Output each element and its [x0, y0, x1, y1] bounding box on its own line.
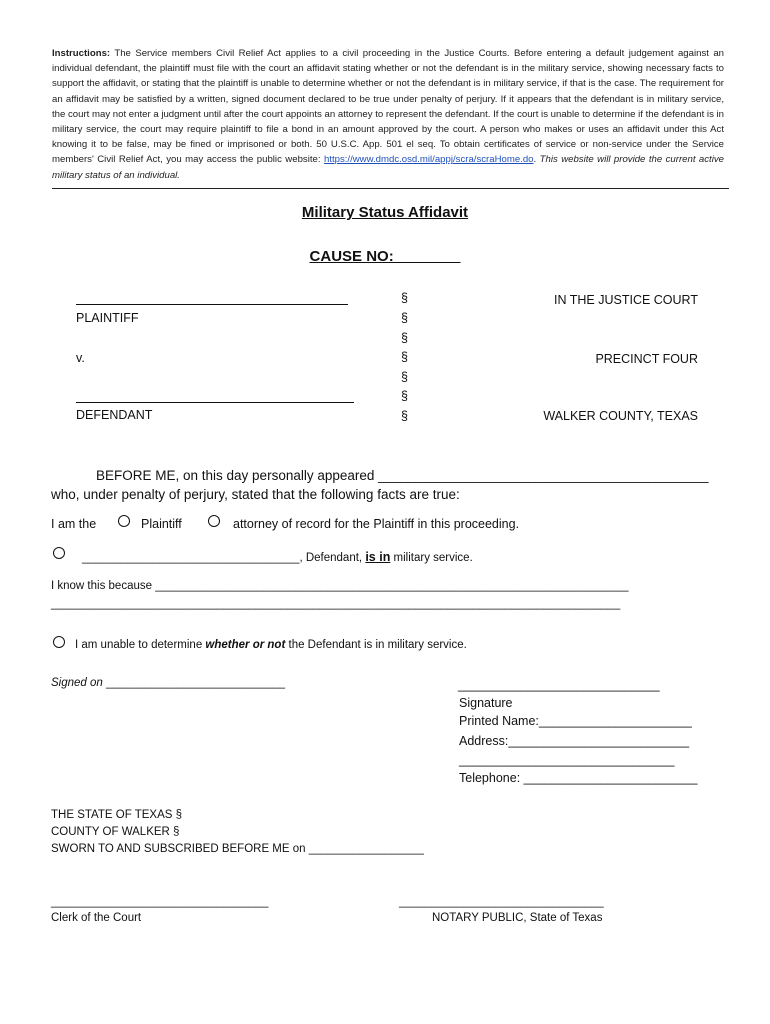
- attorney-option-label: attorney of record for the Plaintiff in this proceeding.: [233, 517, 520, 531]
- plaintiff-name-line[interactable]: [76, 304, 348, 305]
- plaintiff-radio[interactable]: [118, 515, 130, 527]
- notary-signature-line[interactable]: ________________________________: [399, 896, 604, 908]
- attorney-radio[interactable]: [208, 515, 220, 527]
- know-because-line-2[interactable]: _________________________________________________________________________________________: [51, 598, 621, 610]
- county-name: WALKER COUNTY, TEXAS: [543, 409, 698, 423]
- page-title: Military Status Affidavit: [301, 204, 469, 221]
- instructions-paragraph: Instructions: The Service members Civil Relief Act applies to a civil proceeding in the Justice Courts. Before entering a default judgement against an individual defendant, the plaintiff must file with the court an affidavit stating whether or not the defendant is in the military service, showing necessary facts to support the affidavit, or stating that the plaintiff is unable to determine whether or not the defendant is in military service, if that is the case. The requirement for an affidavit may be satisfied by a written, signed document declared to be true under penalty of perjury. If it appears that the defendant is in military service, the court may not enter a judgment until after the court appoints an attorney to represent the defendant. If the court is unable to determine if the defendant is in military service, the court may require plaintiff to file a bond in an amount approved by the court. A person who makes or uses an affidavit under this Act knowing it to be false, may be fined or imprisoned or both. 50 U.S.C. App. 501 el seq. To obtain certificates of service or non-service under the Service members' Civil Relief Act, you may access the public website: https://www.dmdc.osd.mil/appj/scra/scraHome.do. This website will provide the current active military status of an individual.: [52, 48, 724, 181]
- section-mark: §: [401, 350, 408, 364]
- section-mark: §: [401, 389, 408, 403]
- perjury-statement: who, under penalty of perjury, stated that the following facts are true:: [51, 487, 460, 502]
- section-mark: §: [401, 331, 408, 345]
- address-field[interactable]: Address:__________________________: [459, 734, 690, 748]
- section-mark: §: [401, 370, 408, 384]
- printed-name-field[interactable]: Printed Name:______________________: [459, 714, 692, 728]
- unable-to-determine-radio[interactable]: [53, 636, 65, 648]
- know-because-line[interactable]: I know this because __________________________________________________________________________: [51, 580, 629, 592]
- sworn-subscribed-line[interactable]: SWORN TO AND SUBSCRIBED BEFORE ME on __________________: [51, 843, 424, 855]
- section-mark: §: [401, 409, 408, 423]
- before-me-statement: BEFORE ME, on this day personally appeared ____________________________________________: [96, 468, 709, 483]
- instructions-label: Instructions:: [52, 48, 111, 59]
- instructions-note: This website will provide the current active military status of an individual.: [52, 154, 724, 181]
- plaintiff-option-label: Plaintiff: [141, 517, 182, 531]
- header-divider: [52, 188, 729, 189]
- court-name: IN THE JUSTICE COURT: [554, 293, 698, 307]
- clerk-signature-line[interactable]: __________________________________: [51, 896, 269, 908]
- notary-label: NOTARY PUBLIC, State of Texas: [432, 912, 603, 924]
- section-mark: §: [401, 291, 408, 305]
- in-military-radio[interactable]: [53, 547, 65, 559]
- defendant-name-blank[interactable]: __________________________________, Defendant,: [82, 552, 363, 564]
- state-of-texas: THE STATE OF TEXAS §: [51, 809, 182, 821]
- instructions-body: The Service members Civil Relief Act applies to a civil proceeding in the Justice Courts. Before entering a default judgement against an individual defendant, the plaintiff must file with the court an affidavit stating whether or not the defendant is in the military service, showing necessary facts to support the affidavit, or stating that the plaintiff is unable to determine whether or not the defendant is in military service, if that is the case. The requirement for an affidavit may be satisfied by a written, signed document declared to be true under penalty of perjury. If it appears that the defendant is in military service, the court may not enter a judgment until after the court appoints an attorney to represent the defendant. If the court is unable to determine if the defendant is in military service, the court may require plaintiff to file a bond in an amount approved by the court. A person who makes or uses an affidavit under this Act knowing it to be false, may be fined or imprisoned or both. 50 U.S.C. App. 501 el seq. To obtain certificates of service or non-service under the Service members' Civil Relief Act, you may access the public website:: [52, 48, 724, 166]
- telephone-field[interactable]: Telephone: _________________________: [459, 771, 698, 785]
- is-in-emphasis: is in: [365, 550, 391, 564]
- i-am-the-label: I am the: [51, 517, 97, 531]
- section-mark: §: [401, 311, 408, 325]
- scra-website-link[interactable]: https://www.dmdc.osd.mil/appj/scra/scraHome.do: [323, 154, 534, 166]
- plaintiff-label: PLAINTIFF: [76, 311, 139, 325]
- signature-line[interactable]: _____________________________: [458, 678, 660, 692]
- military-service-text: military service.: [393, 552, 473, 564]
- signed-on-date-blank[interactable]: ____________________________: [106, 677, 286, 689]
- defendant-name-line[interactable]: [76, 402, 354, 403]
- address-line-2[interactable]: _______________________________: [459, 753, 675, 767]
- defendant-label: DEFENDANT: [76, 408, 153, 422]
- signed-on-label: Signed on: [51, 677, 103, 689]
- clerk-label: Clerk of the Court: [51, 912, 142, 924]
- unable-statement: I am unable to determine whether or not the Defendant is in military service.: [75, 639, 467, 651]
- cause-number: CAUSE NO:________: [309, 248, 461, 265]
- county-of-walker: COUNTY OF WALKER §: [51, 826, 180, 838]
- in-military-statement: [82, 550, 473, 564]
- precinct-name: PRECINCT FOUR: [595, 352, 698, 366]
- versus-label: v.: [76, 351, 85, 365]
- signed-on-line: [51, 677, 285, 689]
- signature-label: Signature: [459, 696, 513, 710]
- whether-or-not-emphasis: whether or not: [205, 639, 286, 651]
